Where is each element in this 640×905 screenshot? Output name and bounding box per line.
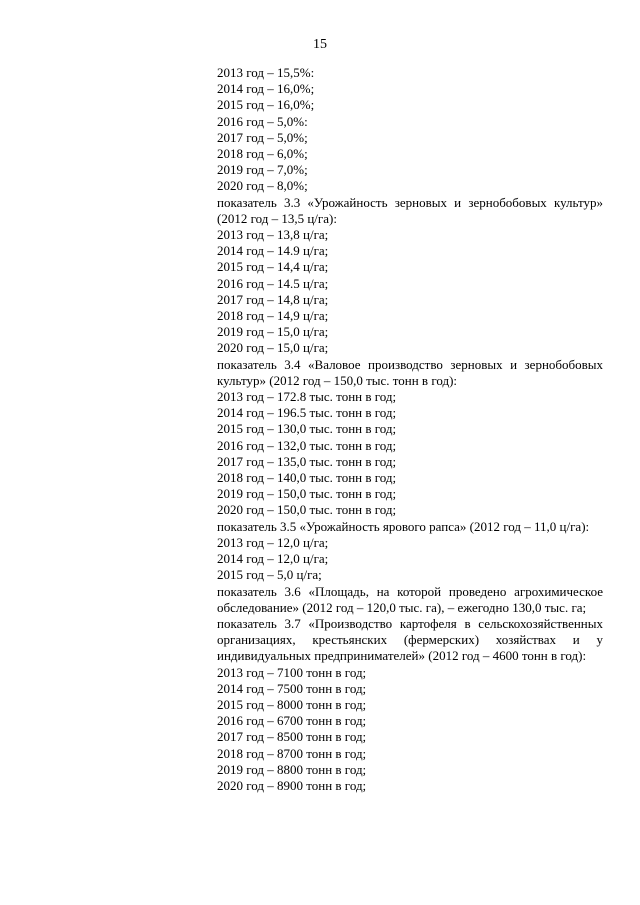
indicator-value-line: 2016 год – 5,0%:: [217, 113, 308, 129]
page-number: 15: [313, 37, 327, 52]
indicator-heading-paragraph: показатель 3.4 «Валовое производство зерновых и зернобобовых культур» (2012 год – 150,0 тыс. тонн в год):: [217, 356, 603, 388]
indicator-value-line: 2016 год – 132,0 тыс. тонн в год;: [217, 437, 397, 453]
indicator-value-line: 2015 год – 130,0 тыс. тонн в год;: [217, 421, 397, 437]
indicator-value-line: 2019 год – 15,0 ц/га;: [217, 324, 329, 340]
indicator-value-line: 2018 год – 14,9 ц/га;: [217, 308, 329, 324]
indicator-value-line: 2019 год – 150,0 тыс. тонн в год;: [217, 486, 397, 502]
indicator-value-line: 2018 год – 140,0 тыс. тонн в год;: [217, 470, 397, 486]
indicator-value-line: 2015 год – 14,4 ц/га;: [217, 259, 329, 275]
indicator-value-line: 2013 год – 13,8 ц/га;: [217, 227, 329, 243]
indicator-value-line: 2016 год – 6700 тонн в год;: [217, 713, 367, 729]
indicator-value-line: 2020 год – 8,0%;: [217, 178, 308, 194]
indicator-value-line: 2015 год – 16,0%;: [217, 97, 315, 113]
indicator-value-line: 2017 год – 14,8 ц/га;: [217, 291, 329, 307]
indicator-value-line: 2013 год – 15,5%:: [217, 65, 315, 80]
indicator-value-line: 2014 год – 196.5 тыс. тонн в год;: [217, 405, 397, 421]
indicator-value-line: 2017 год – 135,0 тыс. тонн в год;: [217, 453, 397, 469]
indicator-value-line: 2020 год – 8900 тонн в год;: [217, 777, 367, 793]
indicator-heading-paragraph: показатель 3.5 «Урожайность ярового рапса» (2012 год – 11,0 ц/га):: [217, 518, 590, 534]
indicator-value-line: 2020 год – 150,0 тыс. тонн в год;: [217, 502, 397, 518]
indicator-heading-paragraph: показатель 3.3 «Урожайность зерновых и зернобобовых культур» (2012 год – 13,5 ц/га):: [217, 194, 603, 226]
indicator-value-line: 2016 год – 14.5 ц/га;: [217, 275, 329, 291]
indicator-value-line: 2013 год – 172.8 тыс. тонн в год;: [217, 389, 397, 405]
indicator-value-line: 2014 год – 16,0%;: [217, 81, 315, 97]
indicator-value-line: 2019 год – 8800 тонн в год;: [217, 761, 367, 777]
indicator-value-line: 2014 год – 12,0 ц/га;: [217, 551, 329, 567]
indicator-value-line: 2014 год – 14.9 ц/га;: [217, 243, 329, 259]
indicator-value-line: 2015 год – 5,0 ц/га;: [217, 567, 322, 583]
indicator-value-line: 2019 год – 7,0%;: [217, 162, 308, 178]
indicator-value-line: 2018 год – 8700 тонн в год;: [217, 745, 367, 761]
indicator-value-line: 2017 год – 5,0%;: [217, 129, 308, 145]
indicator-heading-paragraph: показатель 3.6 «Площадь, на которой проведено агрохимическое обследование» (2012 год – 120,0 тыс. га), – ежегодно 130,0 тыс. га;: [217, 583, 603, 615]
indicator-value-line: 2013 год – 7100 тонн в год;: [217, 664, 367, 680]
indicator-value-line: 2013 год – 12,0 ц/га;: [217, 534, 329, 550]
indicator-value-line: 2014 год – 7500 тонн в год;: [217, 680, 367, 696]
indicator-value-line: 2017 год – 8500 тонн в год;: [217, 729, 367, 745]
indicator-value-line: 2015 год – 8000 тонн в год;: [217, 696, 367, 712]
document-body: [217, 65, 603, 794]
indicator-value-line: 2020 год – 15,0 ц/га;: [217, 340, 329, 356]
indicator-value-line: 2018 год – 6,0%;: [217, 146, 308, 162]
indicator-heading-paragraph: показатель 3.7 «Производство картофеля в сельскохозяйственных организациях, крестьянских (фермерских) хозяйствах и у индивидуальных предпринимателей» (2012 год – 4600 тонн в год):: [217, 615, 603, 664]
